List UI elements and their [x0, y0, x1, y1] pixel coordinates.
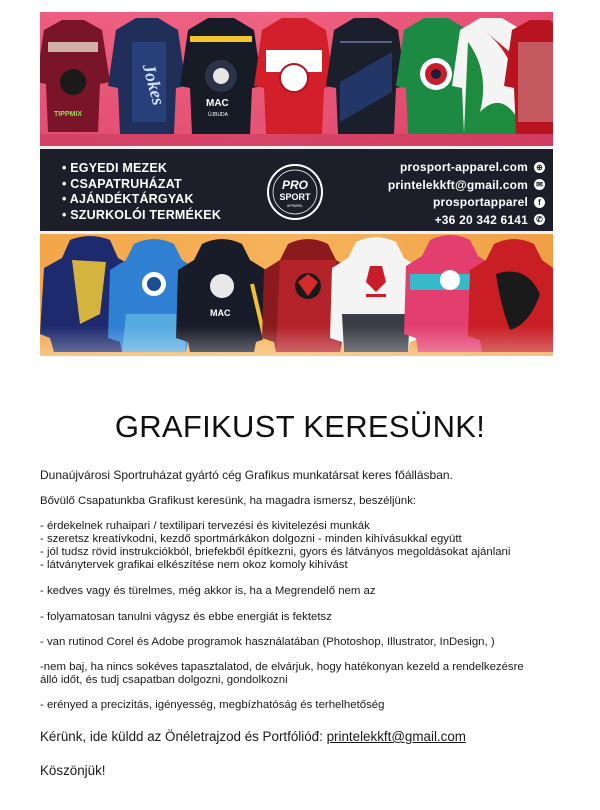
facebook-text: prosportapparel [432, 195, 528, 209]
hoodie-red-dragon [468, 239, 553, 352]
svg-text:SPORT: SPORT [279, 192, 311, 202]
contact-email [345, 177, 545, 193]
contact-band [40, 146, 553, 234]
email-link[interactable]: printelekkft@gmail.com [326, 729, 466, 744]
contact-phone [345, 212, 545, 228]
contact-facebook [345, 194, 545, 210]
jersey-jokes [108, 18, 186, 134]
phone-icon: ✆ [534, 214, 545, 225]
requirement-item: - látványtervek grafikai elkészítése nem okoz komoly kihívást [40, 559, 348, 571]
svg-text:Jokes: Jokes [138, 61, 169, 108]
svg-text:MAC: MAC [210, 308, 231, 318]
svg-text:TIPPMIX: TIPPMIX [54, 111, 83, 118]
cta-label: Kérünk, ide küldd az Önéletrajzod és Portfólióđ: [40, 729, 327, 744]
requirement-item: - kedves vagy és türelmes, még akkor is, ha a Megrendelő nem az [40, 585, 376, 597]
services-list [62, 161, 221, 223]
requirement-item: álló időt, és tudj csapatban dolgozni, gondolkozni [40, 674, 288, 686]
jersey-showcase [40, 12, 553, 146]
thanks-text: Köszönjük! [40, 763, 106, 778]
svg-text:APPAREL: APPAREL [287, 204, 303, 208]
requirement-item: - érdekelnek ruhaipari / textilipari tervezési és kivitelezési munkák [40, 520, 370, 532]
requirement-item: - szeretsz kreatívkodni, kezdő sportmárkákon dolgozni - minden kihívásukkal együtt [40, 533, 462, 545]
promo-banner [40, 12, 553, 356]
lead-text: Bővülő Csapatunkba Grafikust keresünk, ha magadra ismersz, beszéljünk: [40, 495, 417, 507]
jersey-illustrations [40, 12, 553, 146]
cta-text [40, 729, 466, 745]
intro-text: Dunaújvárosi Sportruházat gyártó cég Grafikus munkatársat keres főállásban. [40, 468, 453, 482]
hoodie-showcase [40, 234, 553, 356]
requirement-item: -nem baj, ha nincs sokéves tapasztalatod, de elvárjuk, hogy hatékonyan kezeld a rendelkezésre [40, 661, 524, 673]
jersey-black-blue [326, 18, 406, 134]
requirement-item: - folyamatosan tanulni vágysz és ebbe energiát is fektetsz [40, 611, 332, 623]
hoodie-illustrations [40, 234, 553, 356]
website-text: prosport-apparel.com [399, 160, 528, 174]
service-item: • AJÁNDÉKTÁRGYAK [62, 192, 221, 208]
svg-text:PRO: PRO [281, 178, 309, 192]
jersey-red-white [254, 18, 334, 134]
facebook-icon: f [534, 197, 545, 208]
jersey-mac [180, 18, 262, 134]
requirement-item: - erényed a precizitás, igényesség, megbízhatóság és terhelhetőség [40, 699, 385, 711]
requirement-item: - jól tudsz rövid instrukciókból, briefekből építkezni, gyors és látványos megoldásokat ajánlani [40, 546, 511, 558]
page-title: GRAFIKUST KERESÜNK! [114, 409, 486, 444]
globe-icon: ⊕ [534, 162, 545, 173]
email-text: printelekkft@gmail.com [387, 177, 528, 192]
contact-website [345, 159, 545, 175]
svg-text:ÚJBUDA: ÚJBUDA [208, 112, 229, 118]
phone-text: +36 20 342 6141 [434, 212, 528, 227]
service-item: • SZURKOLÓI TERMÉKEK [62, 208, 221, 224]
prosport-logo [266, 163, 324, 221]
svg-text:MAC: MAC [206, 98, 229, 109]
service-item: • CSAPATRUHÁZAT [62, 177, 221, 193]
mail-icon: ✉ [534, 179, 545, 190]
requirement-item: - van rutinod Corel és Adobe programok használatában (Photoshop, Illustrator, InDesign, ) [40, 636, 495, 648]
service-item: • EGYEDI MEZEK [62, 161, 221, 177]
hoodie-black-mac [176, 239, 268, 352]
contact-list [345, 159, 545, 229]
